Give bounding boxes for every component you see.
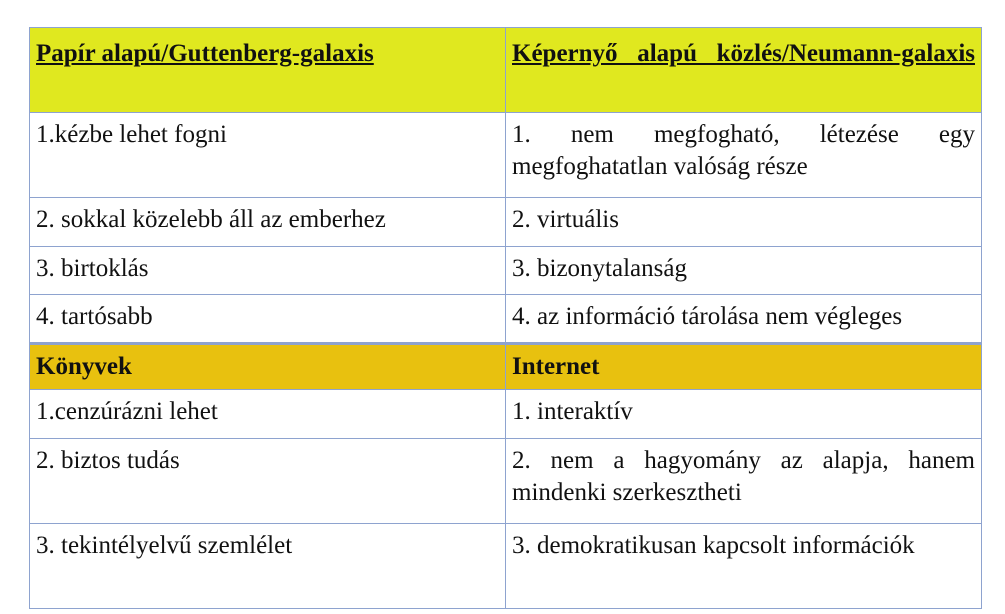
section2-row2-left: 2. biztos tudás xyxy=(30,439,506,524)
section1-row3-left: 3. birtoklás xyxy=(30,247,506,295)
section2-row3-right: 3. demokratikusan kapcsolt információk xyxy=(506,524,982,609)
section1-row1-right: 1. nem megfogható, létezése egy megfoghatatlan valóság része xyxy=(506,113,982,198)
section1-header-row xyxy=(30,28,982,113)
section2-left-header: Könyvek xyxy=(30,344,506,390)
section1-row2-right: 2. virtuális xyxy=(506,198,982,247)
table-row xyxy=(30,390,982,439)
table-row xyxy=(30,524,982,609)
section1-left-header: Papír alapú/Guttenberg-galaxis xyxy=(30,28,506,113)
section2-row3-left: 3. tekintélyelvű szemlélet xyxy=(30,524,506,609)
section1-row2-left: 2. sokkal közelebb áll az emberhez xyxy=(30,198,506,247)
section2-row1-left: 1.cenzúrázni lehet xyxy=(30,390,506,439)
table-row xyxy=(30,113,982,198)
table-row xyxy=(30,439,982,524)
comparison-table xyxy=(29,27,982,609)
section2-header-row xyxy=(30,344,982,390)
section1-right-header: Képernyő alapú közlés/Neumann-galaxis xyxy=(506,28,982,113)
section1-row4-right: 4. az információ tárolása nem végleges xyxy=(506,295,982,344)
comparison-table-container xyxy=(29,27,981,609)
section1-row1-left: 1.kézbe lehet fogni xyxy=(30,113,506,198)
section2-row1-right: 1. interaktív xyxy=(506,390,982,439)
table-row xyxy=(30,247,982,295)
section2-row2-right: 2. nem a hagyomány az alapja, hanem mindenki szerkesztheti xyxy=(506,439,982,524)
section2-right-header: Internet xyxy=(506,344,982,390)
section1-row3-right: 3. bizonytalanság xyxy=(506,247,982,295)
table-row xyxy=(30,198,982,247)
section1-row4-left: 4. tartósabb xyxy=(30,295,506,344)
table-row xyxy=(30,295,982,344)
